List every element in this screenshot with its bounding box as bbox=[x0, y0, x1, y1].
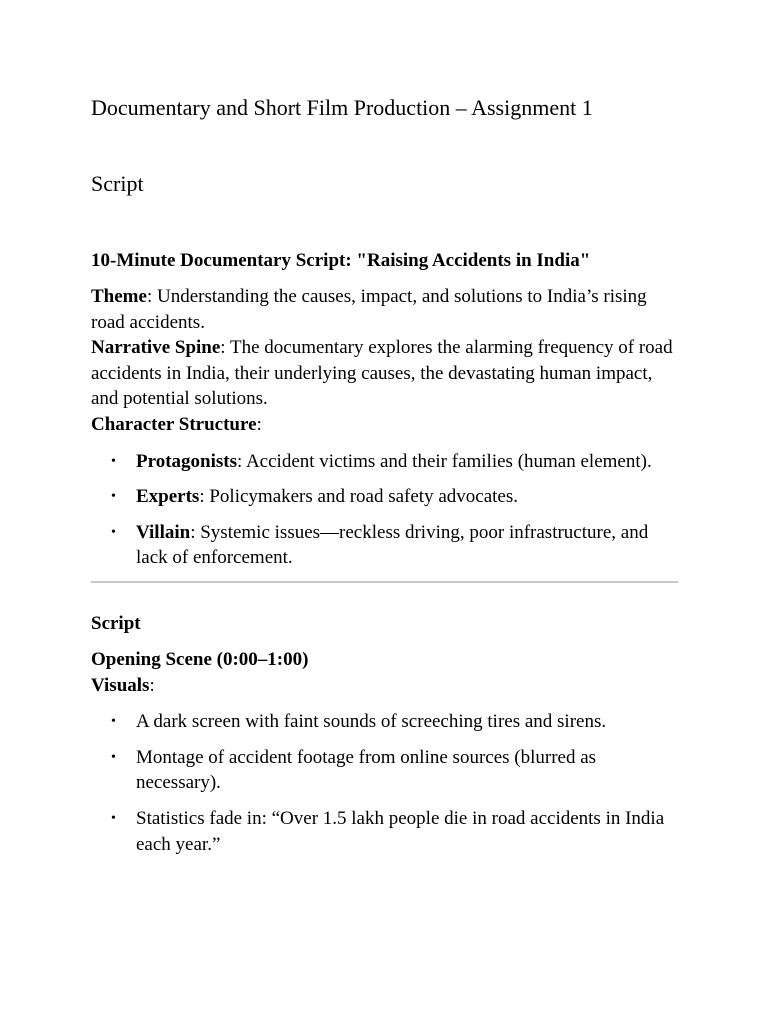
character-text: : Accident victims and their families (human element). bbox=[236, 450, 652, 472]
narrative-spine-text: : The documentary explores the alarming frequency of road accidents in India, their underlying causes, the devastating human impact, and potential solutions. bbox=[91, 337, 673, 410]
theme-line bbox=[91, 284, 678, 335]
bullet-icon: • bbox=[111, 749, 116, 765]
bullet-icon: • bbox=[111, 489, 116, 505]
documentary-heading: 10-Minute Documentary Script: "Raising Accidents in India" bbox=[91, 250, 591, 271]
character-label: Protagonists bbox=[136, 450, 237, 472]
character-label: Experts bbox=[136, 486, 200, 508]
section-label-script: Script bbox=[91, 171, 144, 196]
script-heading: Script bbox=[91, 612, 141, 634]
theme-text: : Understanding the causes, impact, and solutions to India’s rising road accidents. bbox=[91, 286, 647, 333]
opening-scene-title: Opening Scene (0:00–1:00) bbox=[91, 648, 309, 670]
list-item bbox=[91, 745, 678, 796]
bullet-icon: • bbox=[111, 453, 116, 469]
list-item bbox=[91, 709, 678, 735]
character-structure-colon: : bbox=[256, 413, 262, 435]
intro-paragraph bbox=[91, 284, 678, 438]
list-item bbox=[91, 806, 678, 857]
character-structure-line bbox=[91, 412, 678, 438]
list-item bbox=[91, 484, 678, 510]
visual-item-text: Montage of accident footage from online sources (blurred as necessary). bbox=[136, 746, 597, 794]
visuals-list bbox=[91, 709, 678, 857]
visuals-label: Visuals bbox=[91, 674, 150, 696]
visual-item-text: A dark screen with faint sounds of screeching tires and sirens. bbox=[136, 711, 607, 733]
opening-scene-block bbox=[91, 647, 678, 698]
theme-label: Theme bbox=[91, 286, 147, 307]
narrative-spine-line bbox=[91, 335, 678, 412]
character-label: Villain bbox=[136, 521, 191, 543]
narrative-spine-label: Narrative Spine bbox=[91, 337, 221, 359]
bullet-icon: • bbox=[111, 714, 116, 730]
bullet-icon: • bbox=[111, 810, 116, 826]
character-structure-label: Character Structure bbox=[91, 413, 257, 435]
character-text: : Policymakers and road safety advocates. bbox=[199, 486, 518, 508]
visual-item-text: Statistics fade in: “Over 1.5 lakh people die in road accidents in India each year.” bbox=[136, 807, 665, 855]
visuals-line bbox=[91, 673, 678, 699]
section-divider bbox=[91, 581, 678, 583]
bullet-icon: • bbox=[111, 524, 116, 540]
character-text: : Systemic issues—reckless driving, poor infrastructure, and lack of enforcement. bbox=[136, 521, 649, 569]
document-title: Documentary and Short Film Production – Assignment 1 bbox=[91, 95, 593, 120]
list-item bbox=[91, 520, 678, 571]
list-item bbox=[91, 449, 678, 475]
visuals-colon: : bbox=[149, 674, 155, 696]
character-list bbox=[91, 449, 678, 571]
